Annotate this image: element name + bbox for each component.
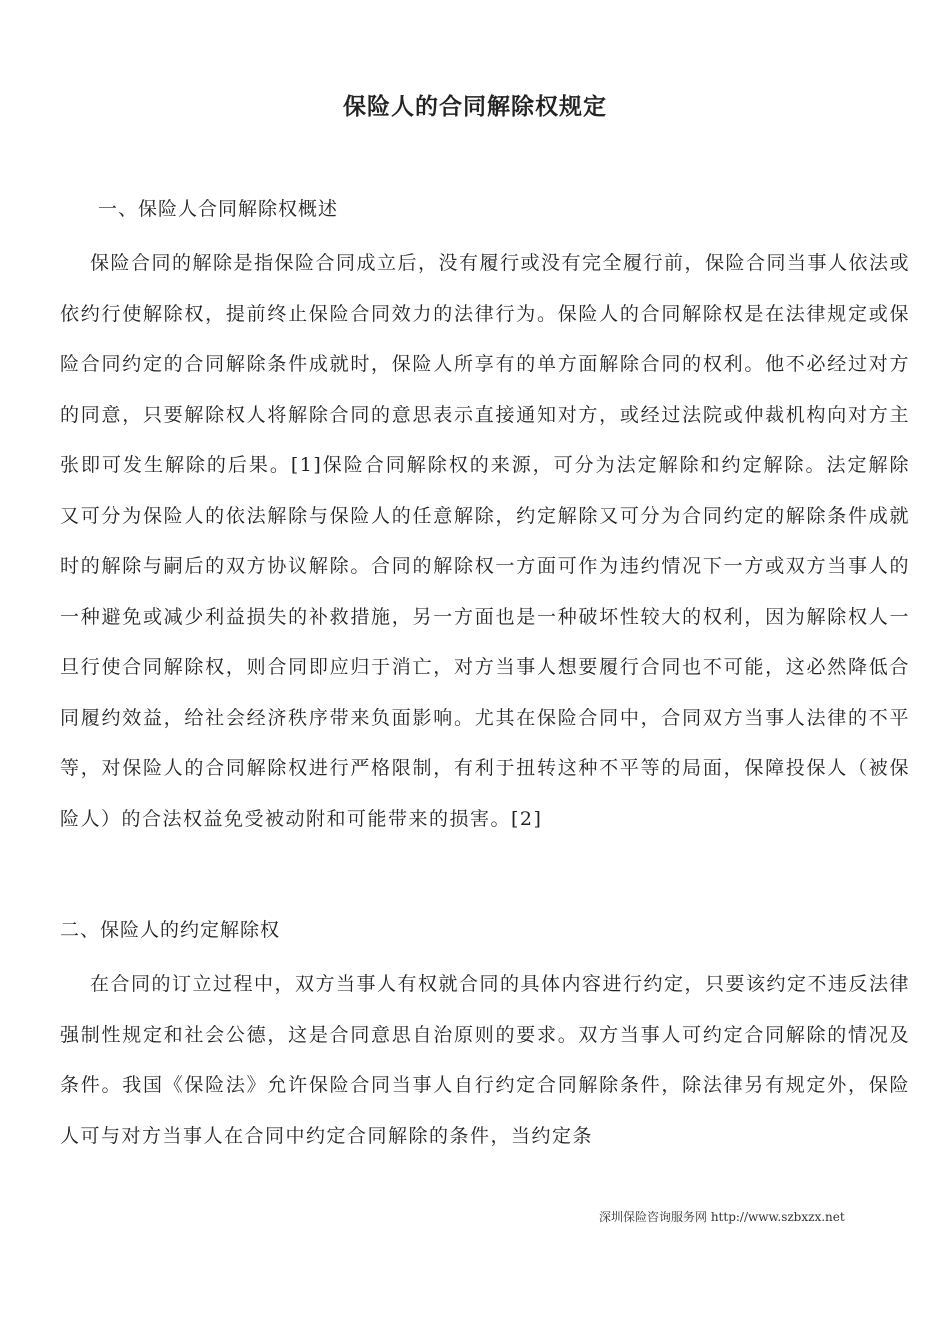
section-2-paragraph: 在合同的订立过程中，双方当事人有权就合同的具体内容进行约定，只要该约定不违反法律强制性规定和社会公德，这是合同意思自治原则的要求。双方当事人可约定合同解除的情况及条件。我国《保险法》允许保险合同当事人自行约定合同解除条件，除法律另有规定外，保险人可与对方当事人在合同中约定合同解除的条件，当约定条 [60, 973, 911, 1147]
document-body [60, 193, 910, 1161]
section-1-paragraph: 保险合同的解除是指保险合同成立后，没有履行或没有完全履行前，保险合同当事人依法或依约行使解除权，提前终止保险合同效力的法律行为。保险人的合同解除权是在法律规定或保险合同约定的合同解除条件成就时，保险人所享有的单方面解除合同的权利。他不必经过对方的同意，只要解除权人将解除合同的意思表示直接通知对方，或经过法院或仲裁机构向对方主张即可发生解除的后果。[1]保险合同解除权的来源，可分为法定解除和约定解除。法定解除又可分为保险人的依法解除与保险人的任意解除，约定解除又可分为合同约定的解除条件成就时的解除与嗣后的双方协议解除。合同的解除权一方面可作为违约情况下一方或双方当事人的一种避免或减少利益损失的补救措施，另一方面也是一种破坏性较大的权利，因为解除权人一旦行使合同解除权，则合同即应归于消亡，对方当事人想要履行合同也不可能，这必然降低合同履约效益，给社会经济秩序带来负面影响。尤其在保险合同中，合同双方当事人法律的不平等，对保险人的合同解除权进行严格限制，有利于扭转这种不平等的局面，保障投保人（被保险人）的合法权益免受被动附和可能带来的损害。[2] [60, 252, 911, 830]
spacer [60, 225, 910, 238]
spacer [60, 844, 910, 914]
section-1-heading: 一、保险人合同解除权概述 [98, 198, 339, 220]
spacer [60, 946, 910, 959]
page-footer: 深圳保险咨询服务网 http://www.szbxzx.net [599, 1210, 845, 1224]
document-title: 保险人的合同解除权规定 [343, 93, 607, 120]
section-2-heading: 二、保险人的约定解除权 [60, 919, 281, 941]
